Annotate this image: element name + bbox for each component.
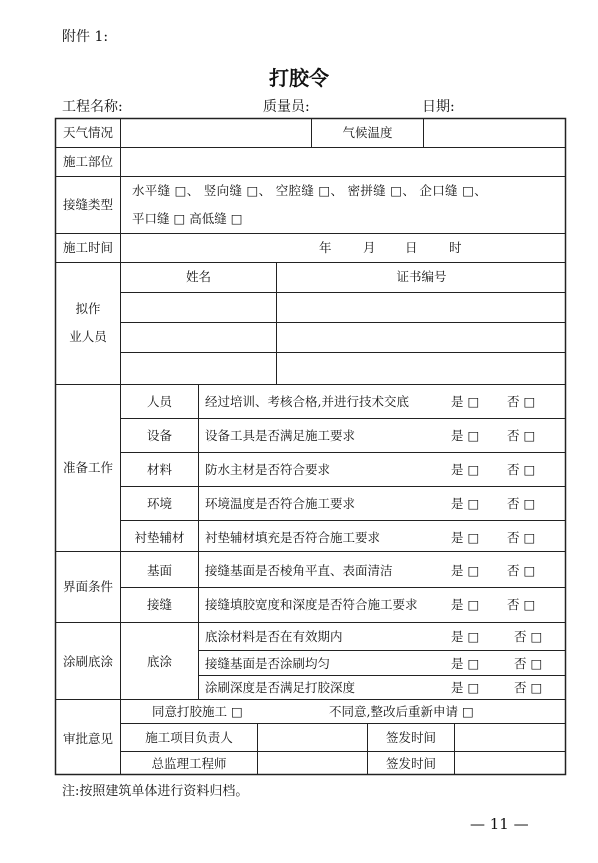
agree-checkbox-option[interactable]: 同意打胶施工 □ xyxy=(152,704,243,719)
form-title: 打胶令 xyxy=(269,66,329,90)
no-checkbox[interactable]: 否 □ xyxy=(507,462,536,477)
preparation-question: 经过培训、考核合格,并进行技术交底 xyxy=(205,394,409,409)
yes-checkbox[interactable]: 是 □ xyxy=(451,656,480,671)
no-checkbox[interactable]: 否 □ xyxy=(514,680,543,695)
construction-time-label: 施工时间 xyxy=(62,240,113,255)
temperature-label: 气候温度 xyxy=(342,125,393,140)
time-unit-month: 月 xyxy=(363,240,376,255)
primer-category: 底涂 xyxy=(146,654,172,669)
interface-category: 基面 xyxy=(146,563,172,578)
time-unit-year: 年 xyxy=(319,240,332,255)
yes-checkbox[interactable]: 是 □ xyxy=(451,680,480,695)
yes-checkbox[interactable]: 是 □ xyxy=(451,496,480,511)
interface-question: 接缝基面是否棱角平直、表面清洁 xyxy=(205,563,393,578)
preparation-category: 人员 xyxy=(146,394,172,409)
inspector-label: 质量员: xyxy=(263,99,310,115)
weather-label: 天气情况 xyxy=(62,125,113,140)
construction-location-label: 施工部位 xyxy=(62,154,113,169)
yes-checkbox[interactable]: 是 □ xyxy=(451,629,480,644)
pm-issue-time-label: 签发时间 xyxy=(385,730,436,745)
operators-label-line-1: 拟作 xyxy=(75,301,101,316)
date-label: 日期: xyxy=(422,99,455,115)
preparation-question: 环境温度是否符合施工要求 xyxy=(205,496,356,511)
project-name-label: 工程名称: xyxy=(62,99,123,115)
project-manager-label: 施工项目负责人 xyxy=(145,730,233,745)
approval-section-label: 审批意见 xyxy=(62,731,113,746)
interface-section-label: 界面条件 xyxy=(62,579,113,594)
name-column-header: 姓名 xyxy=(185,269,211,284)
no-checkbox[interactable]: 否 □ xyxy=(507,496,536,511)
yes-checkbox[interactable]: 是 □ xyxy=(451,563,480,578)
joint-types-line-1[interactable]: 水平缝 □、 竖向缝 □、 空腔缝 □、 密拼缝 □、 企口缝 □、 xyxy=(132,183,488,198)
preparation-section-label: 准备工作 xyxy=(62,460,113,475)
attachment-label: 附件 1: xyxy=(62,29,109,45)
yes-checkbox[interactable]: 是 □ xyxy=(451,428,480,443)
chief-issue-time-label: 签发时间 xyxy=(385,756,436,771)
no-checkbox[interactable]: 否 □ xyxy=(514,656,543,671)
yes-checkbox[interactable]: 是 □ xyxy=(451,394,480,409)
certificate-column-header: 证书编号 xyxy=(396,269,447,284)
preparation-question: 衬垫辅材填充是否符合施工要求 xyxy=(205,530,381,545)
joint-type-label: 接缝类型 xyxy=(62,197,113,212)
no-checkbox[interactable]: 否 □ xyxy=(507,530,536,545)
yes-checkbox[interactable]: 是 □ xyxy=(451,530,480,545)
preparation-question: 设备工具是否满足施工要求 xyxy=(205,428,356,443)
no-checkbox[interactable]: 否 □ xyxy=(514,629,543,644)
primer-section-label: 涂刷底涂 xyxy=(62,654,113,669)
primer-question: 底涂材料是否在有效期内 xyxy=(205,629,343,644)
preparation-category: 材料 xyxy=(146,462,172,477)
preparation-category: 环境 xyxy=(146,496,172,511)
preparation-question: 防水主材是否符合要求 xyxy=(205,462,331,477)
operators-label-line-2: 业人员 xyxy=(69,329,107,344)
page-number: — 11 — xyxy=(470,815,529,833)
preparation-category: 衬垫辅材 xyxy=(134,530,185,545)
chief-supervisor-label: 总监理工程师 xyxy=(151,756,227,771)
joint-types-line-2[interactable]: 平口缝 □ 高低缝 □ xyxy=(132,211,243,226)
archive-note: 注:按照建筑单体进行资料归档。 xyxy=(62,784,249,799)
no-checkbox[interactable]: 否 □ xyxy=(507,394,536,409)
time-unit-day: 日 xyxy=(405,240,418,255)
interface-question: 接缝填胶宽度和深度是否符合施工要求 xyxy=(205,597,418,612)
primer-question: 接缝基面是否涂刷均匀 xyxy=(205,656,331,671)
yes-checkbox[interactable]: 是 □ xyxy=(451,597,480,612)
no-checkbox[interactable]: 否 □ xyxy=(507,563,536,578)
time-unit-hour: 时 xyxy=(449,240,462,255)
disagree-checkbox-option[interactable]: 不同意,整改后重新申请 □ xyxy=(329,704,474,719)
preparation-category: 设备 xyxy=(146,428,172,443)
no-checkbox[interactable]: 否 □ xyxy=(507,597,536,612)
primer-question: 涂刷深度是否满足打胶深度 xyxy=(205,680,356,695)
no-checkbox[interactable]: 否 □ xyxy=(507,428,536,443)
interface-category: 接缝 xyxy=(146,597,172,612)
yes-checkbox[interactable]: 是 □ xyxy=(451,462,480,477)
